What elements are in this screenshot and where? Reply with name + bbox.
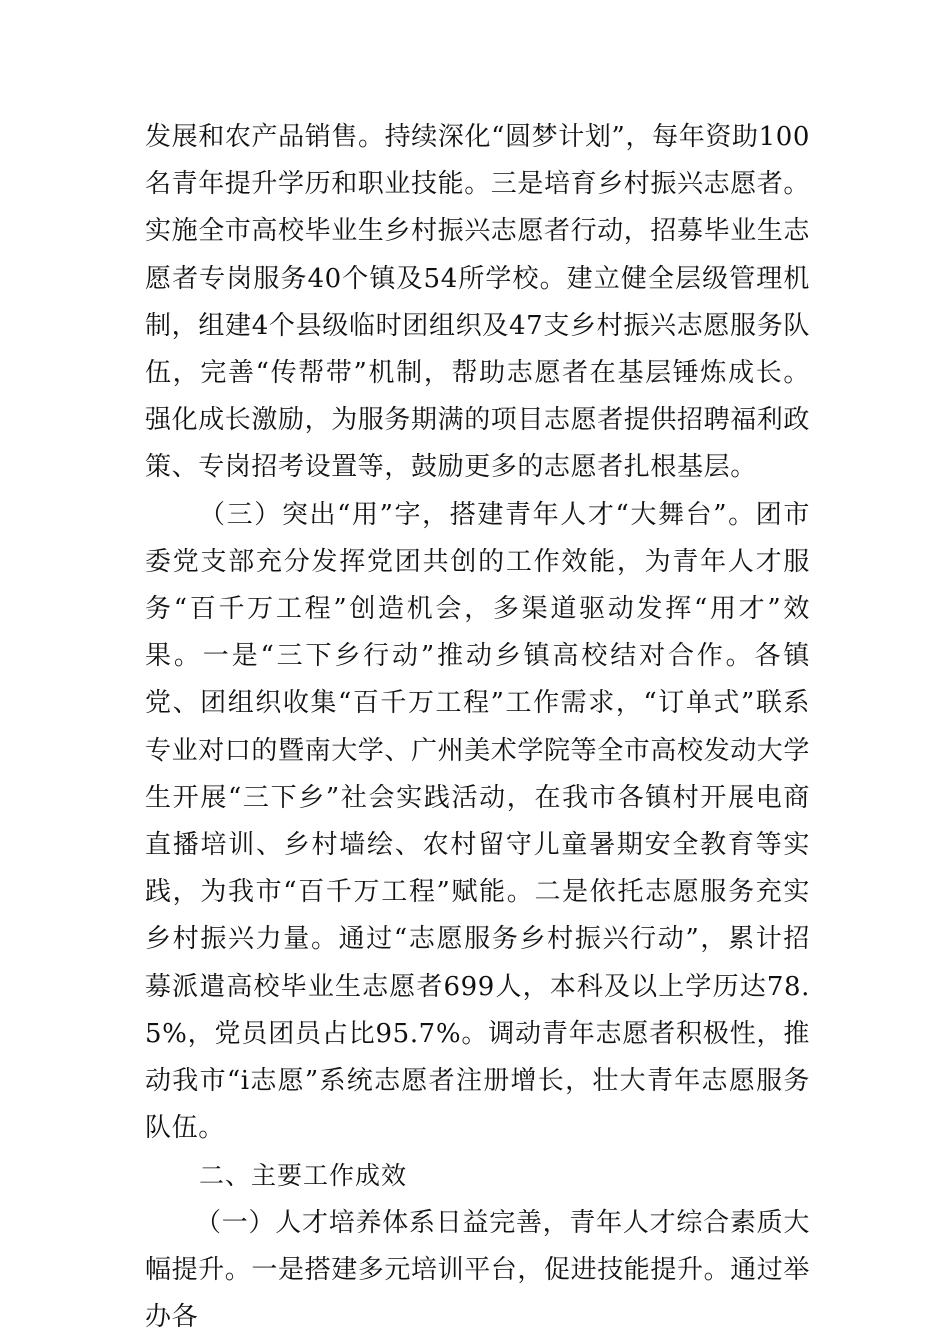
document-body	[145, 114, 810, 1341]
section-heading: 二、主要工作成效	[199, 1161, 408, 1191]
paragraph-continuation: 发展和农产品销售。持续深化“圆梦计划”，每年资助100名青年提升学历和职业技能。三是培育乡村振兴志愿者。实施全市高校毕业生乡村振兴志愿者行动，招募毕业生志愿者专岗服务40个镇及54所学校。建立健全层级管理机制，组建4个县级临时团组织及47支乡村振兴志愿服务队伍，完善“传帮带”机制，帮助志愿者在基层锤炼成长。强化成长激励，为服务期满的项目志愿者提供招聘福利政策、专岗招考设置等，鼓励更多的志愿者扎根基层。	[145, 122, 811, 483]
paragraph-section-three: （三）突出“用”字，搭建青年人才“大舞台”。团市委党支部充分发挥党团共创的工作效能，为青年人才服务“百千万工程”创造机会，多渠道驱动发挥“用才”效果。一是“三下乡行动”推动乡镇高校结对合作。各镇党、团组织收集“百千万工程”工作需求，“订单式”联系专业对口的暨南大学、广州美术学院等全市高校发动大学生开展“三下乡”社会实践活动，在我市各镇村开展电商直播培训、乡村墙绘、农村留守儿童暑期安全教育等实践，为我市“百千万工程”赋能。二是依托志愿服务充实乡村振兴力量。通过“志愿服务乡村振兴行动”，累计招募派遣高校毕业生志愿者699人，本科及以上学历达78.5%，党员团员占比95.7%。调动青年志愿者积极性，推动我市“i志愿”系统志愿者注册增长，壮大青年志愿服务队伍。	[145, 499, 811, 1144]
paragraph-results-one: （一）人才培养体系日益完善，青年人才综合素质大幅提升。一是搭建多元培训平台，促进技能提升。通过举办各	[145, 1207, 811, 1333]
